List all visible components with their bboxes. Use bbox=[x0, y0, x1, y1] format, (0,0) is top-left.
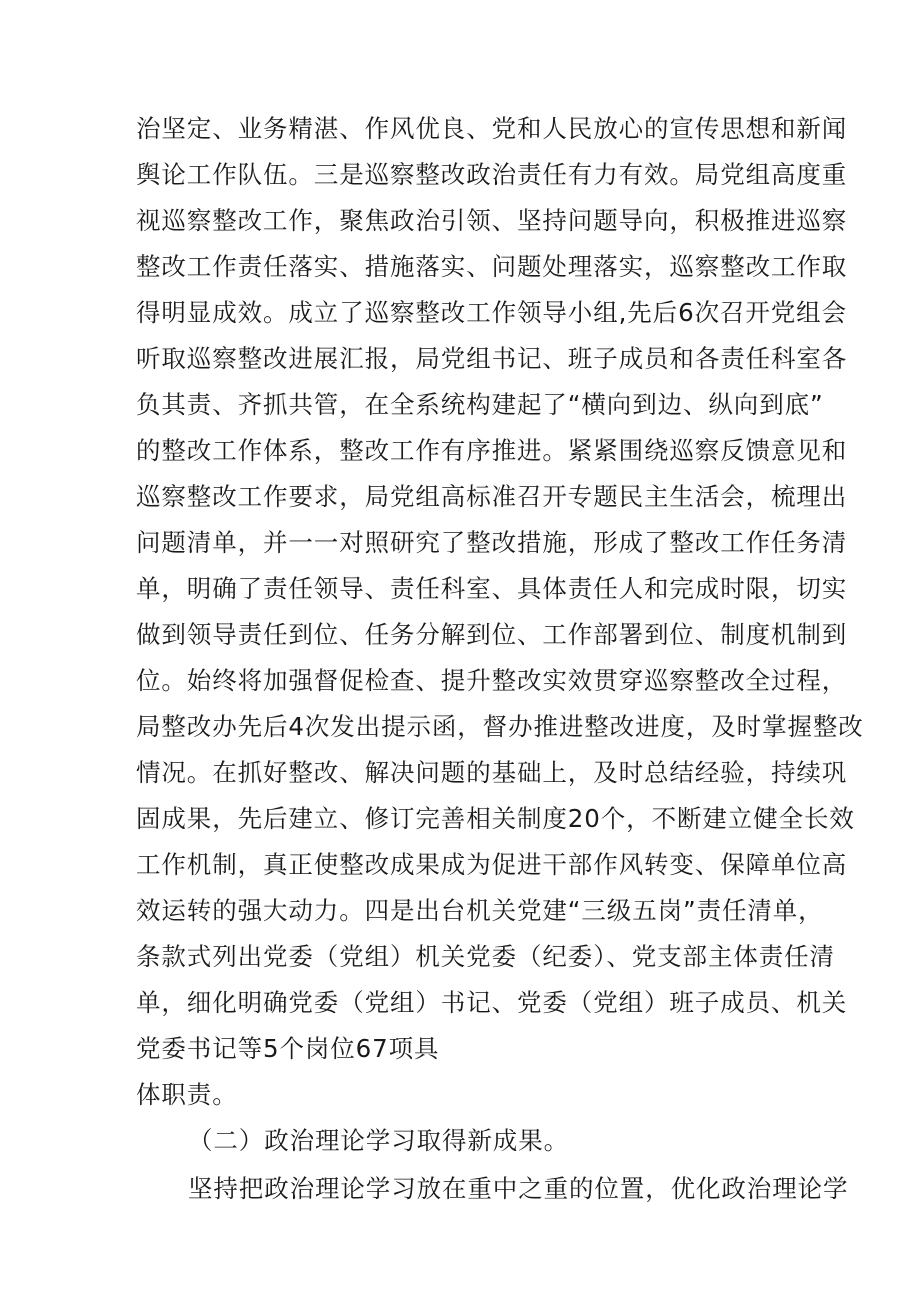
body-text-line: 巡察整改工作要求，局党组高标准召开专题民主生活会，梳理出 bbox=[136, 482, 848, 511]
body-text-line: 效运转的强大动力。四是出台机关党建“三级五岗”责任清单， bbox=[136, 896, 824, 925]
body-text-line: 体职责。 bbox=[136, 1080, 238, 1109]
body-text-line: 得明显成效。成立了巡察整改工作领导小组,先后6次召开党组会 bbox=[136, 298, 847, 327]
body-text-line: 固成果，先后建立、修订完善相关制度20个，不断建立健全长效 bbox=[136, 804, 855, 833]
body-text-line: 做到领导责任到位、任务分解到位、工作部署到位、制度机制到 bbox=[136, 620, 848, 649]
body-text-line: 视巡察整改工作，聚焦政治引领、坚持问题导向，积极推进巡察 bbox=[136, 206, 848, 235]
body-text-line: 的整改工作体系，整改工作有序推进。紧紧围绕巡察反馈意见和 bbox=[136, 436, 848, 465]
body-text-line: 舆论工作队伍。三是巡察整改政治责任有力有效。局党组高度重 bbox=[136, 160, 848, 189]
body-text-line: 整改工作责任落实、措施落实、问题处理落实，巡察整改工作取 bbox=[136, 252, 848, 281]
body-text-line: 工作机制，真正使整改成果成为促进干部作风转变、保障单位高 bbox=[136, 850, 848, 879]
body-text-line: 问题清单，并一一对照研究了整改措施，形成了整改工作任务清 bbox=[136, 528, 848, 557]
body-text-line: 局整改办先后4次发出提示函，督办推进整改进度，及时掌握整改 bbox=[136, 712, 864, 741]
body-text-line: 位。始终将加强督促检查、提升整改实效贯穿巡察整改全过程， bbox=[136, 666, 848, 695]
paragraph-first-line: 坚持把政治理论学习放在重中之重的位置，优化政治理论学 bbox=[188, 1174, 849, 1203]
body-text-line: 听取巡察整改进展汇报，局党组书记、班子成员和各责任科室各 bbox=[136, 344, 848, 373]
body-text-line: 情况。在抓好整改、解决问题的基础上，及时总结经验，持续巩 bbox=[136, 758, 848, 787]
body-text-line: 单，明确了责任领导、责任科室、具体责任人和完成时限，切实 bbox=[136, 574, 848, 603]
body-text-line: 单，细化明确党委（党组）书记、党委（党组）班子成员、机关 bbox=[136, 988, 848, 1017]
body-text-line: 治坚定、业务精湛、作风优良、党和人民放心的宣传思想和新闻 bbox=[136, 114, 848, 143]
body-text-line: 党委书记等5个岗位67项具 bbox=[136, 1034, 440, 1063]
section-heading: （二）政治理论学习取得新成果。 bbox=[188, 1126, 569, 1155]
body-text-line: 负其责、齐抓共管，在全系统构建起了“横向到边、纵向到底” bbox=[136, 390, 824, 419]
body-text-line: 条款式列出党委（党组）机关党委（纪委）、党支部主体责任清 bbox=[136, 942, 835, 971]
